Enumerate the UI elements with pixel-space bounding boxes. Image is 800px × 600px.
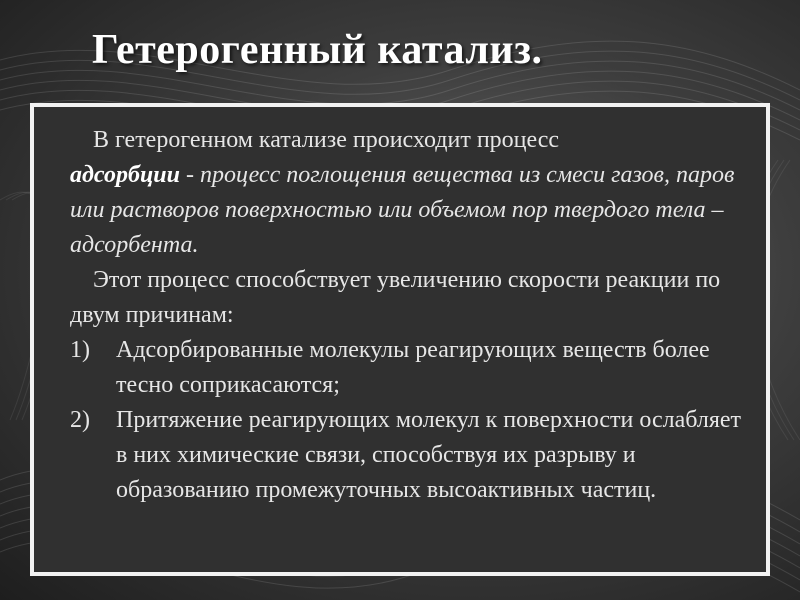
list-number: 2)	[70, 407, 90, 433]
list-item	[70, 333, 746, 403]
paragraph-intro: В гетерогенном катализе происходит процесс	[93, 127, 560, 153]
paragraph-adsorption	[70, 123, 746, 263]
term-adsorption: адсорбции	[70, 162, 180, 188]
list-item-text: Притяжение реагирующих молекул к поверхности ослабляет в них химические связи, способствуя их разрыву и образованию промежуточных высоактивных частиц.	[116, 407, 742, 503]
adsorption-definition: процесс поглощения вещества из смеси газов, паров или растворов поверхностью или объемом пор твердого тела – адсорбента.	[70, 162, 735, 258]
term-dash: -	[179, 162, 200, 188]
list-number: 1)	[70, 337, 90, 363]
slide-body	[70, 123, 746, 508]
slide-title: Гетерогенный катализ.	[92, 27, 543, 73]
content-box	[30, 103, 770, 576]
list-item-text: Адсорбированные молекулы реагирующих веществ более тесно соприкасаются;	[116, 337, 710, 398]
list-item	[70, 403, 746, 508]
paragraph-reasons: Этот процесс способствует увеличению скорости реакции по двум причинам:	[70, 267, 721, 328]
